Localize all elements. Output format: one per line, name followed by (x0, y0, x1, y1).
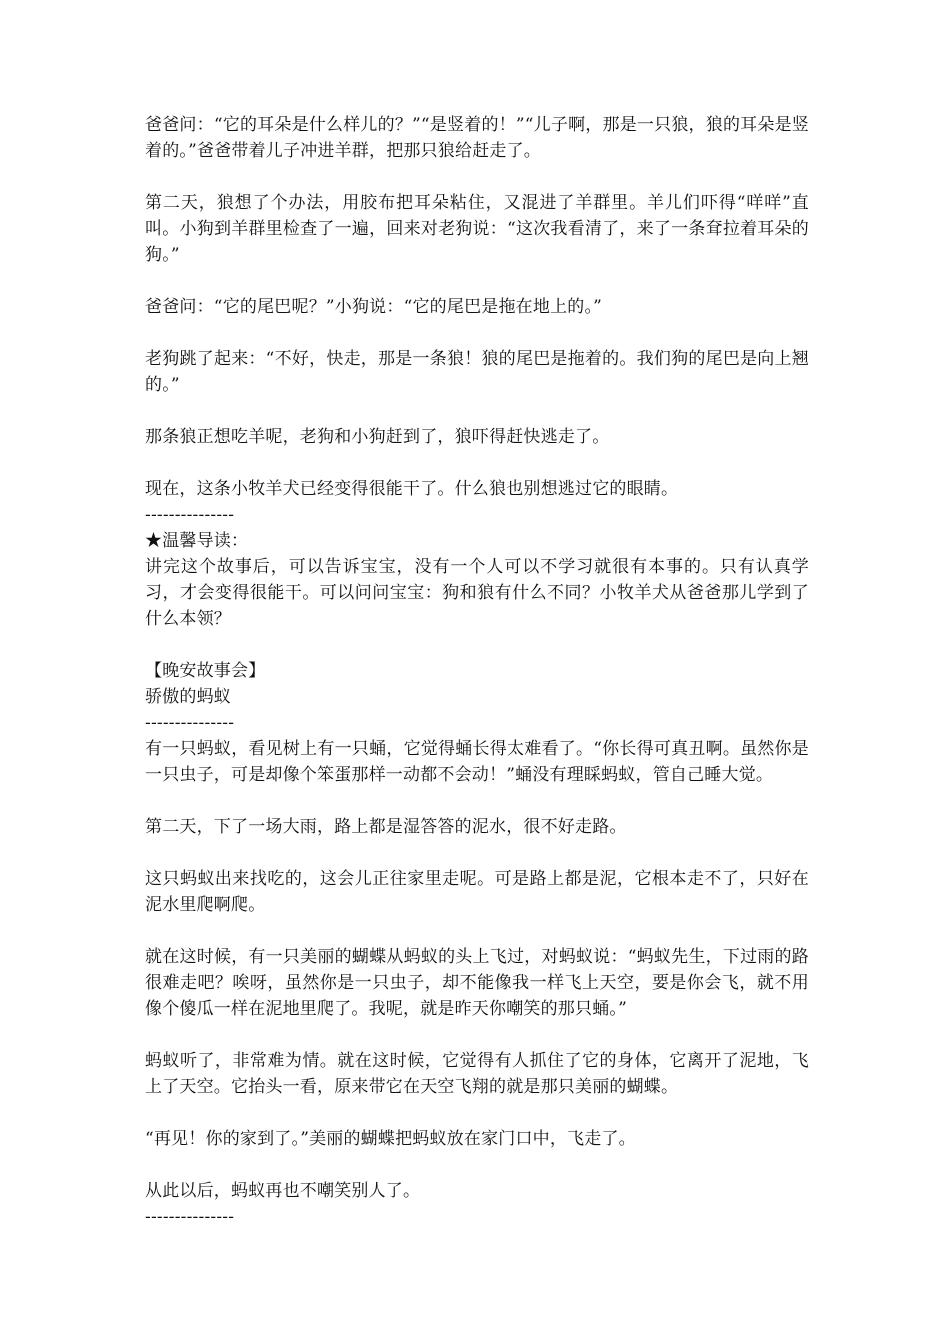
story-paragraph: 爸爸问：“它的尾巴呢？”小狗说：“它的尾巴是拖在地上的。” (145, 297, 603, 317)
document-page (145, 112, 809, 1230)
tip-text: 讲完这个故事后，可以告诉宝宝，没有一个人可以不学习就很有本事的。只有认真学习，才会变得很能干。可以问问宝宝：狗和狼有什么不同？小牧羊犬从爸爸那儿学到了什么本领？ (145, 557, 809, 629)
section-heading: 【晚安故事会】 (145, 661, 266, 681)
story-paragraph: “再见！你的家到了。”美丽的蝴蝶把蚂蚁放在家门口中，飞走了。 (145, 1129, 636, 1149)
story-title: 骄傲的蚂蚁 (145, 687, 231, 707)
separator-line: --------------- (145, 713, 235, 733)
story-paragraph: 那条狼正想吃羊呢，老狗和小狗赶到了，狼吓得赶快逃走了。 (145, 427, 610, 447)
story-paragraph: 现在，这条小牧羊犬已经变得很能干了。什么狼也别想逃过它的眼睛。 (145, 479, 679, 499)
separator-line: --------------- (145, 1207, 235, 1227)
story-paragraph: 从此以后，蚂蚁再也不嘲笑别人了。 (145, 1181, 421, 1201)
story-paragraph: 就在这时候，有一只美丽的蝴蝶从蚂蚁的头上飞过，对蚂蚁说：“蚂蚁先生，下过雨的路很难走吧？唉呀，虽然你是一只虫子，却不能像我一样飞上天空，要是你会飞，就不用像个傻瓜一样在泥地里爬了。我呢，就是昨天你嘲笑的那只蛹。” (145, 947, 809, 1019)
story-paragraph: 这只蚂蚁出来找吃的，这会儿正往家里走呢。可是路上都是泥，它根本走不了，只好在泥水里爬啊爬。 (145, 869, 809, 915)
story-paragraph: 爸爸问：“它的耳朵是什么样儿的？”“是竖着的！”“儿子啊，那是一只狼，狼的耳朵是竖着的。”爸爸带着儿子冲进羊群，把那只狼给赶走了。 (145, 115, 809, 161)
tip-heading: ★温馨导读： (145, 531, 249, 551)
separator-line: --------------- (145, 505, 235, 525)
story-paragraph: 老狗跳了起来：“不好，快走，那是一条狼！狼的尾巴是拖着的。我们狗的尾巴是向上翘的。” (145, 349, 809, 395)
story-paragraph: 第二天，狼想了个办法，用胶布把耳朵粘住，又混进了羊群里。羊儿们吓得“咩咩”直叫。小狗到羊群里检查了一遍，回来对老狗说：“这次我看清了，来了一条耷拉着耳朵的狗。” (145, 193, 809, 265)
story-paragraph: 蚂蚁听了，非常难为情。就在这时候，它觉得有人抓住了它的身体，它离开了泥地，飞上了天空。它抬头一看，原来带它在天空飞翔的就是那只美丽的蝴蝶。 (145, 1051, 809, 1097)
story-paragraph: 第二天，下了一场大雨，路上都是湿答答的泥水，很不好走路。 (145, 817, 627, 837)
story-paragraph: 有一只蚂蚁，看见树上有一只蛹，它觉得蛹长得太难看了。“你长得可真丑啊。虽然你是一只虫子，可是却像个笨蛋那样一动都不会动！”蛹没有理睬蚂蚁，管自己睡大觉。 (145, 739, 809, 785)
